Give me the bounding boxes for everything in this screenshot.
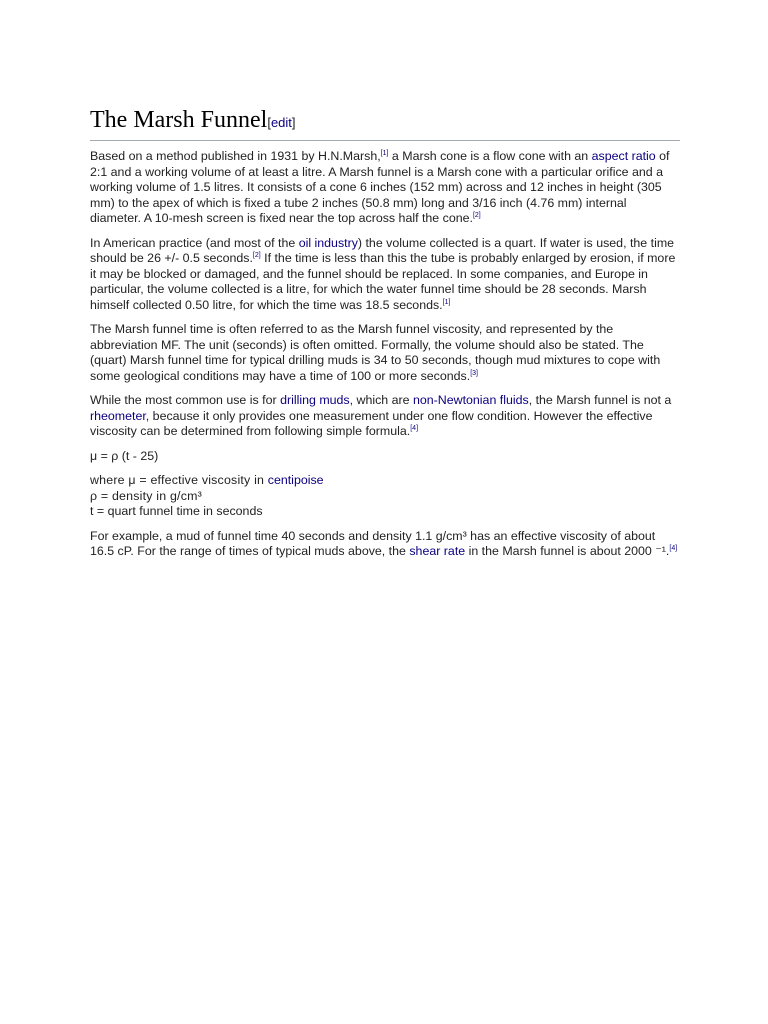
p4-text-2: , which are — [349, 393, 413, 407]
p3-text-1: The Marsh funnel time is often referred to as the Marsh funnel viscosity, and represented by the abbreviation MF. The unit (seconds) is often omitted. Formally, the volume should also be stated. The (quart) Marsh funnel time for typical drilling muds is 34 to 50 seconds, though mud mixtures to cope with some geological conditions may have a time of 100 or more seconds. — [90, 322, 661, 383]
reference-1[interactable]: [1] — [442, 298, 451, 306]
formula: μ = ρ (t - 25) — [90, 448, 159, 463]
p1-text-1: Based on a method published in 1931 by H.N.Marsh, — [90, 149, 381, 163]
paragraph-1 — [90, 149, 680, 227]
p5-text-2: in the Marsh funnel is about 2000 ⁻¹. — [465, 544, 670, 558]
definition-mu-text: where μ = effective viscosity in — [90, 473, 268, 487]
edit-link[interactable]: edit — [270, 115, 292, 130]
section-title: The Marsh Funnel — [90, 107, 268, 133]
link-rheometer[interactable]: rheometer — [90, 408, 146, 423]
definitions — [90, 473, 680, 520]
link-aspect-ratio[interactable]: aspect ratio — [591, 149, 656, 163]
link-centipoise[interactable]: centipoise — [267, 473, 324, 487]
p1-text-3: of 2:1 and a working volume of at least a litre. A Marsh funnel is a Marsh cone with a particular orifice and a working volume of 1.5 litres. It consists of a cone 6 inches (152 mm) across and 12 inches in height (305 mm) to the apex of which is fixed a tube 2 inches (50.8 mm) long and 3/16 inch (4.76 mm) internal diameter. A 10-mesh screen is fixed near the top across half the cone. — [90, 149, 670, 225]
reference-1[interactable]: [1] — [380, 149, 389, 157]
p2-text-2: ) the volume collected is a quart. If water is used, the time should be 26 +/- 0.5 seconds. — [90, 235, 675, 265]
paragraph-2 — [90, 236, 680, 314]
reference-2[interactable]: [2] — [252, 251, 261, 259]
reference-2[interactable]: [2] — [472, 211, 481, 219]
reference-4[interactable]: [4] — [669, 544, 678, 552]
reference-3[interactable]: [3] — [470, 369, 478, 377]
p5-text-1: For example, a mud of funnel time 40 seconds and density 1.1 g/cm³ has an effective viscosity of about 16.5 cP. For the range of times of typical muds above, the — [90, 528, 656, 558]
p4-text-1: While the most common use is for — [90, 393, 281, 407]
edit-bracket-open: [ — [267, 115, 271, 130]
article-content — [90, 104, 680, 560]
edit-bracket-close: ] — [291, 115, 296, 130]
link-shear-rate[interactable]: shear rate — [409, 544, 466, 558]
p2-text-1: In American practice (and most of the — [90, 235, 299, 250]
p4-text-3: , the Marsh funnel is not a — [528, 393, 672, 407]
definition-t: t = quart funnel time in seconds — [90, 504, 263, 518]
reference-4[interactable]: [4] — [410, 424, 419, 432]
paragraph-5 — [90, 529, 680, 560]
paragraph-3 — [90, 322, 680, 384]
edit-section — [267, 115, 295, 130]
link-oil-industry[interactable]: oil industry — [298, 235, 358, 250]
section-heading — [90, 104, 680, 141]
link-non-newtonian-fluids[interactable]: non-Newtonian fluids — [412, 393, 529, 407]
definition-rho: ρ = density in g/cm³ — [90, 488, 202, 503]
p1-text-2: a Marsh cone is a flow cone with an — [388, 149, 592, 163]
p2-text-3: If the time is less than this the tube is probably enlarged by erosion, if more it may be blocked or damaged, and the funnel should be replaced. In some companies, and Europe in particular, the volume collected is a litre, for which the water funnel time should be 28 seconds. Marsh himself collected 0.50 litre, for which the time was 18.5 seconds. — [90, 251, 676, 312]
link-drilling-muds[interactable]: drilling muds — [280, 393, 350, 407]
definition-mu — [90, 473, 680, 489]
paragraph-4 — [90, 393, 680, 440]
p4-text-4: , because it only provides one measurement under one flow condition. However the effective viscosity can be determined from following simple formula. — [90, 408, 653, 438]
